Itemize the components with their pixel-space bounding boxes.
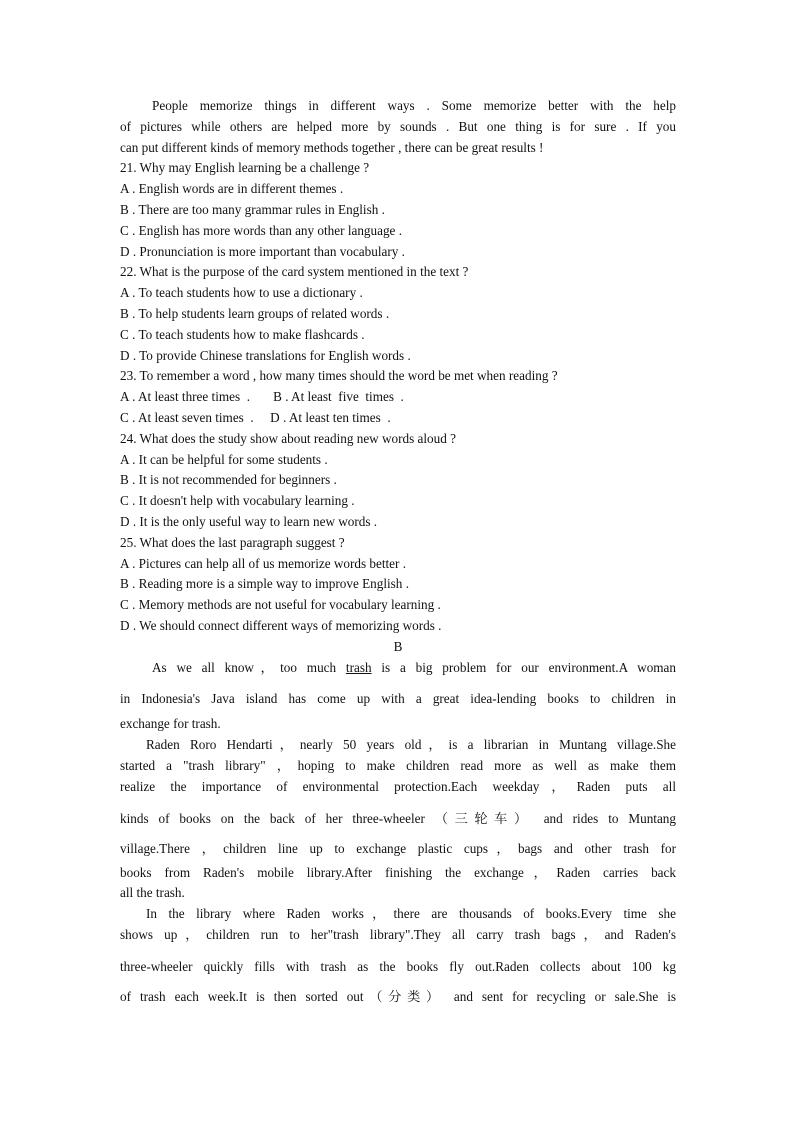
answer-option: A . It can be helpful for some students . xyxy=(120,451,328,467)
text-line: People memorize things in different ways . Some memorize better with the help xyxy=(152,98,676,113)
text-line: in Indonesia's Java island has come up with a great idea-lending books to children in xyxy=(120,691,676,707)
answer-option: B . There are too many grammar rules in English . xyxy=(120,201,385,217)
answer-option: A . To teach students how to use a dictionary . xyxy=(120,285,363,301)
text-line: can put different kinds of memory methods together , there can be great results ! xyxy=(120,139,544,155)
document-content xyxy=(120,96,676,1011)
text-line: of trash each week.It is then sorted out（分类） and sent for recycling or sale.She is xyxy=(120,988,676,1004)
text-run: is a big problem for our environment.A woman xyxy=(371,659,676,675)
text-line: village.There ，children line up to exchange plastic cups，bags and other trash for xyxy=(120,840,676,856)
section-label: B xyxy=(393,638,403,654)
text-line: started a "trash library" ，hoping to make children read more as well as make them xyxy=(120,757,676,773)
answer-option: A . English words are in different themes . xyxy=(120,181,344,197)
text-line: three-wheeler quickly fills with trash as the books fly out.Raden collects about 100 kg xyxy=(120,958,676,974)
text-line: realize the importance of environmental protection.Each weekday，Raden puts all xyxy=(120,778,676,794)
text-line: exchange for trash. xyxy=(120,716,221,732)
text-line: of pictures while others are helped more by sounds . But one thing is for sure . If you xyxy=(120,118,676,134)
underlined-word: trash xyxy=(345,659,372,675)
passage xyxy=(120,658,676,1011)
answer-option: A . At least three times . B . At least five times . xyxy=(120,389,404,405)
question-stem: 22. What is the purpose of the card system mentioned in the text ? xyxy=(120,264,469,280)
answer-option: C . It doesn't help with vocabulary learning . xyxy=(120,493,355,509)
answer-option: D . Pronunciation is more important than vocabulary . xyxy=(120,243,405,259)
text-line: all the trash. xyxy=(120,885,185,901)
text-line: kinds of books on the back of her three-wheeler （三轮车） and rides to Muntang xyxy=(120,810,676,826)
answer-option: C . English has more words than any other language . xyxy=(120,222,403,238)
text-line: shows up，children run to her"trash library".They all carry trash bags，and Raden's xyxy=(120,926,676,942)
answer-option: B . Reading more is a simple way to improve English . xyxy=(120,576,409,592)
question-21 xyxy=(120,158,676,262)
question-stem: 24. What does the study show about reading new words aloud ? xyxy=(120,430,456,446)
text-line: Raden Roro Hendarti，nearly 50 years old，is a librarian in Muntang village.She xyxy=(146,737,676,753)
intro-paragraph xyxy=(120,96,676,158)
text-line: In the library where Raden works，there are thousands of books.Every time she xyxy=(146,906,676,922)
answer-option: C . At least seven times . D . At least ten times . xyxy=(120,409,391,425)
question-24 xyxy=(120,429,676,533)
answer-option: A . Pictures can help all of us memorize words better . xyxy=(120,555,407,571)
answer-option: D . To provide Chinese translations for English words . xyxy=(120,347,411,363)
text-line: books from Raden's mobile library.After finishing the exchange，Raden carries back xyxy=(120,864,676,880)
question-22 xyxy=(120,262,676,366)
question-stem: 21. Why may English learning be a challenge ? xyxy=(120,160,370,176)
text-line xyxy=(120,658,676,679)
text-run: As we all know，too much xyxy=(152,659,346,675)
answer-option: D . We should connect different ways of memorizing words . xyxy=(120,617,442,633)
question-23 xyxy=(120,366,676,428)
answer-option: C . To teach students how to make flashcards . xyxy=(120,326,365,342)
answer-option: B . To help students learn groups of related words . xyxy=(120,305,390,321)
answer-option: B . It is not recommended for beginners . xyxy=(120,472,337,488)
answer-option: C . Memory methods are not useful for vocabulary learning . xyxy=(120,597,441,613)
question-stem: 23. To remember a word , how many times should the word be met when reading ? xyxy=(120,368,558,384)
question-25 xyxy=(120,533,676,637)
question-stem: 25. What does the last paragraph suggest ? xyxy=(120,534,345,550)
answer-option: D . It is the only useful way to learn new words . xyxy=(120,513,378,529)
